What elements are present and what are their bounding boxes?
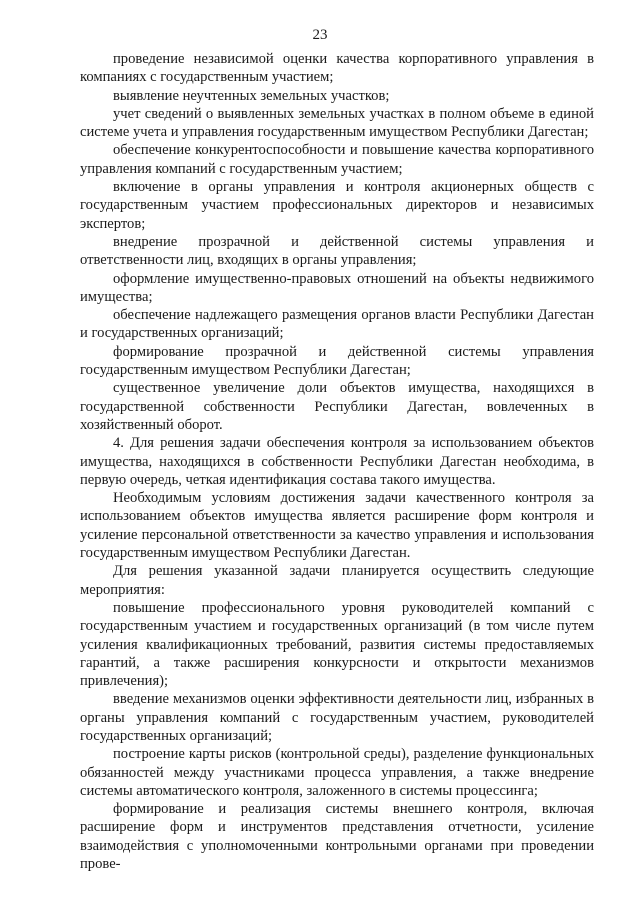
paragraph: проведение независимой оценки качества корпоративного управления в компаниях с государственным участием; [80, 51, 594, 86]
paragraph: обеспечение конкурентоспособности и повышение качества корпоративного управления компаний с государственным участием; [80, 142, 594, 177]
paragraph: формирование прозрачной и действенной системы управления государственным имуществом Республики Дагестан; [80, 343, 594, 379]
paragraph: построение карты рисков (контрольной среды), разделение функциональных обязанностей между участниками процесса управления, а также внедрение системы автоматического контроля, заложенного в системы процессинга; [80, 746, 594, 799]
paragraph: выявление неучтенных земельных участков; [113, 87, 390, 104]
page-number: 23 [312, 27, 328, 43]
paragraph: Необходимым условиям достижения задачи качественного контроля за использованием объектов имущества является расширение форм контроля и усиление персональной ответственности за качество управления и использования государственным имуществом Республики Дагестан. [80, 490, 594, 562]
paragraph: учет сведений о выявленных земельных участках в полном объеме в единой системе учета и управления государственным имуществом Республики Дагестан; [80, 105, 594, 141]
body-text [80, 50, 594, 873]
paragraph: 4. Для решения задачи обеспечения контроля за использованием объектов имущества, находящихся в собственности Республики Дагестан необходима, в первую очередь, четкая идентификация состава такого имущества. [80, 435, 594, 488]
paragraph: введение механизмов оценки эффективности деятельности лиц, избранных в органы управления компаний с государственным участием, руководителей государственных организаций; [80, 691, 594, 744]
paragraph: формирование и реализация системы внешнего контроля, включая расширение форм и инструментов представления отчетности, усиление взаимодействия с уполномоченными контрольными органами при проведении прове- [80, 801, 594, 873]
paragraph: существенное увеличение доли объектов имущества, находящихся в государственной собственности Республики Дагестан, вовлеченных в хозяйственный оборот. [80, 380, 594, 433]
paragraph: Для решения указанной задачи планируется осуществить следующие мероприятия: [80, 563, 594, 598]
paragraph: включение в органы управления и контроля акционерных обществ с государственным участием профессиональных директоров и независимых экспертов; [80, 179, 594, 232]
paragraph: повышение профессионального уровня руководителей компаний с государственным участием и государственных организаций (в том числе путем усиления квалификационных требований, развития системы предоставляемых гарантий, а также расширения конкурсности и открытости механизмов привлечения); [80, 599, 594, 690]
paragraph: внедрение прозрачной и действенной системы управления и ответственности лиц, входящих в органы управления; [80, 233, 594, 269]
paragraph: оформление имущественно-правовых отношений на объекты недвижимого имущества; [80, 270, 594, 305]
paragraph: обеспечение надлежащего размещения органов власти Республики Дагестан и государственных организаций; [80, 307, 594, 342]
